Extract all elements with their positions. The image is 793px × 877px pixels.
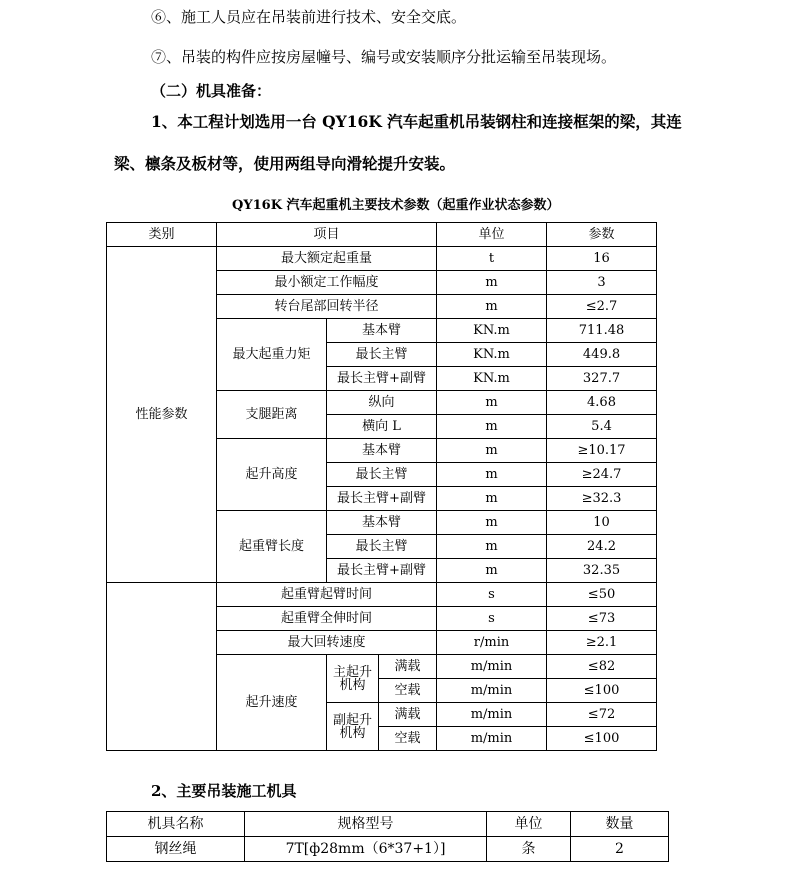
header-unit: 单位: [487, 812, 571, 837]
row-load: 满载: [379, 703, 437, 727]
row-sub-item: 最长主臂: [327, 463, 437, 487]
row-unit: KN.m: [437, 343, 547, 367]
row-unit: m: [437, 271, 547, 295]
equipment-table: [106, 811, 669, 862]
row-unit: m: [437, 559, 547, 583]
group-aux-hoist: 副起升机构: [327, 703, 379, 751]
row-load: 空载: [379, 727, 437, 751]
row-sub-item: 最长主臂: [327, 343, 437, 367]
row-unit: m: [437, 463, 547, 487]
row-unit: s: [437, 583, 547, 607]
row-unit: m/min: [437, 703, 547, 727]
row-sub-item: 最长主臂: [327, 535, 437, 559]
row-sub-item: 最长主臂+副臂: [327, 559, 437, 583]
row-sub-item: 最长主臂+副臂: [327, 367, 437, 391]
row-value: ≤50: [547, 583, 657, 607]
row-value: 711.48: [547, 319, 657, 343]
row-value: ≥32.3: [547, 487, 657, 511]
group-outrigger: 支腿距离: [217, 391, 327, 439]
row-unit: s: [437, 607, 547, 631]
row-name: 钢丝绳: [107, 837, 245, 862]
item1-line2: 梁、檩条及板材等，使用两组导向滑轮提升安装。: [114, 154, 456, 173]
row-unit: m/min: [437, 679, 547, 703]
row-load: 满载: [379, 655, 437, 679]
row-value: 5.4: [547, 415, 657, 439]
row-value: ≤100: [547, 727, 657, 751]
row-value: 449.8: [547, 343, 657, 367]
row-sub-item: 基本臂: [327, 319, 437, 343]
row-value: 10: [547, 511, 657, 535]
table-header-row: [107, 223, 657, 247]
row-unit: m: [437, 415, 547, 439]
row-unit: m: [437, 439, 547, 463]
row-value: 24.2: [547, 535, 657, 559]
row-unit: m/min: [437, 655, 547, 679]
table-row: [107, 583, 657, 607]
header-item: 项目: [217, 223, 437, 247]
group-blank: [107, 583, 217, 751]
row-unit: KN.m: [437, 367, 547, 391]
row-value: 4.68: [547, 391, 657, 415]
row-unit: m: [437, 535, 547, 559]
header-model: 规格型号: [245, 812, 487, 837]
section-heading-equipment-prep: （二）机具准备：: [151, 82, 272, 100]
row-item: 最大额定起重量: [217, 247, 437, 271]
row-qty: 2: [571, 837, 669, 862]
specs-table-caption: QY16K 汽车起重机主要技术参数（起重作业状态参数）: [232, 198, 560, 213]
row-sub-item: 最长主臂+副臂: [327, 487, 437, 511]
paragraph-6: ⑥、施工人员应在吊装前进行技术、安全交底。: [151, 8, 467, 26]
row-value: ≤82: [547, 655, 657, 679]
table-row: [107, 837, 669, 862]
group-boom-length: 起重臂长度: [217, 511, 327, 583]
row-value: ≥2.1: [547, 631, 657, 655]
group-lift-speed: 起升速度: [217, 655, 327, 751]
row-item: 最大回转速度: [217, 631, 437, 655]
row-value: 3: [547, 271, 657, 295]
item1-line1: 1、本工程计划选用一台 QY16K 汽车起重机吊装钢柱和连接框架的梁，其连: [151, 112, 682, 131]
row-item: 最小额定工作幅度: [217, 271, 437, 295]
row-unit: t: [437, 247, 547, 271]
row-value: ≤2.7: [547, 295, 657, 319]
row-value: ≤73: [547, 607, 657, 631]
header-qty: 数量: [571, 812, 669, 837]
row-unit: m: [437, 391, 547, 415]
row-model: 7T[ф28mm（6*37+1）]: [245, 837, 487, 862]
row-unit: m: [437, 295, 547, 319]
row-unit: r/min: [437, 631, 547, 655]
row-value: 32.35: [547, 559, 657, 583]
row-item: 起重臂起臂时间: [217, 583, 437, 607]
header-unit: 单位: [437, 223, 547, 247]
row-value: 16: [547, 247, 657, 271]
row-unit: KN.m: [437, 319, 547, 343]
row-value: ≥10.17: [547, 439, 657, 463]
row-item: 起重臂全伸时间: [217, 607, 437, 631]
row-value: ≥24.7: [547, 463, 657, 487]
row-unit: m/min: [437, 727, 547, 751]
row-sub-item: 纵向: [327, 391, 437, 415]
row-value: ≤100: [547, 679, 657, 703]
header-param: 参数: [547, 223, 657, 247]
equipment-heading: 2、主要吊装施工机具: [151, 782, 297, 800]
header-category: 类别: [107, 223, 217, 247]
table-header-row: [107, 812, 669, 837]
paragraph-7: ⑦、吊装的构件应按房屋幢号、编号或安装顺序分批运输至吊装现场。: [151, 48, 617, 66]
row-sub-item: 基本臂: [327, 439, 437, 463]
header-name: 机具名称: [107, 812, 245, 837]
group-performance: 性能参数: [107, 247, 217, 583]
group-max-moment: 最大起重力矩: [217, 319, 327, 391]
row-unit: m: [437, 511, 547, 535]
group-lift-height: 起升高度: [217, 439, 327, 511]
row-unit: 条: [487, 837, 571, 862]
group-main-hoist: 主起升机构: [327, 655, 379, 703]
row-unit: m: [437, 487, 547, 511]
table-row: [107, 247, 657, 271]
row-sub-item: 横向 L: [327, 415, 437, 439]
row-item: 转台尾部回转半径: [217, 295, 437, 319]
row-value: ≤72: [547, 703, 657, 727]
row-sub-item: 基本臂: [327, 511, 437, 535]
row-load: 空载: [379, 679, 437, 703]
row-value: 327.7: [547, 367, 657, 391]
specs-table: [106, 222, 657, 751]
